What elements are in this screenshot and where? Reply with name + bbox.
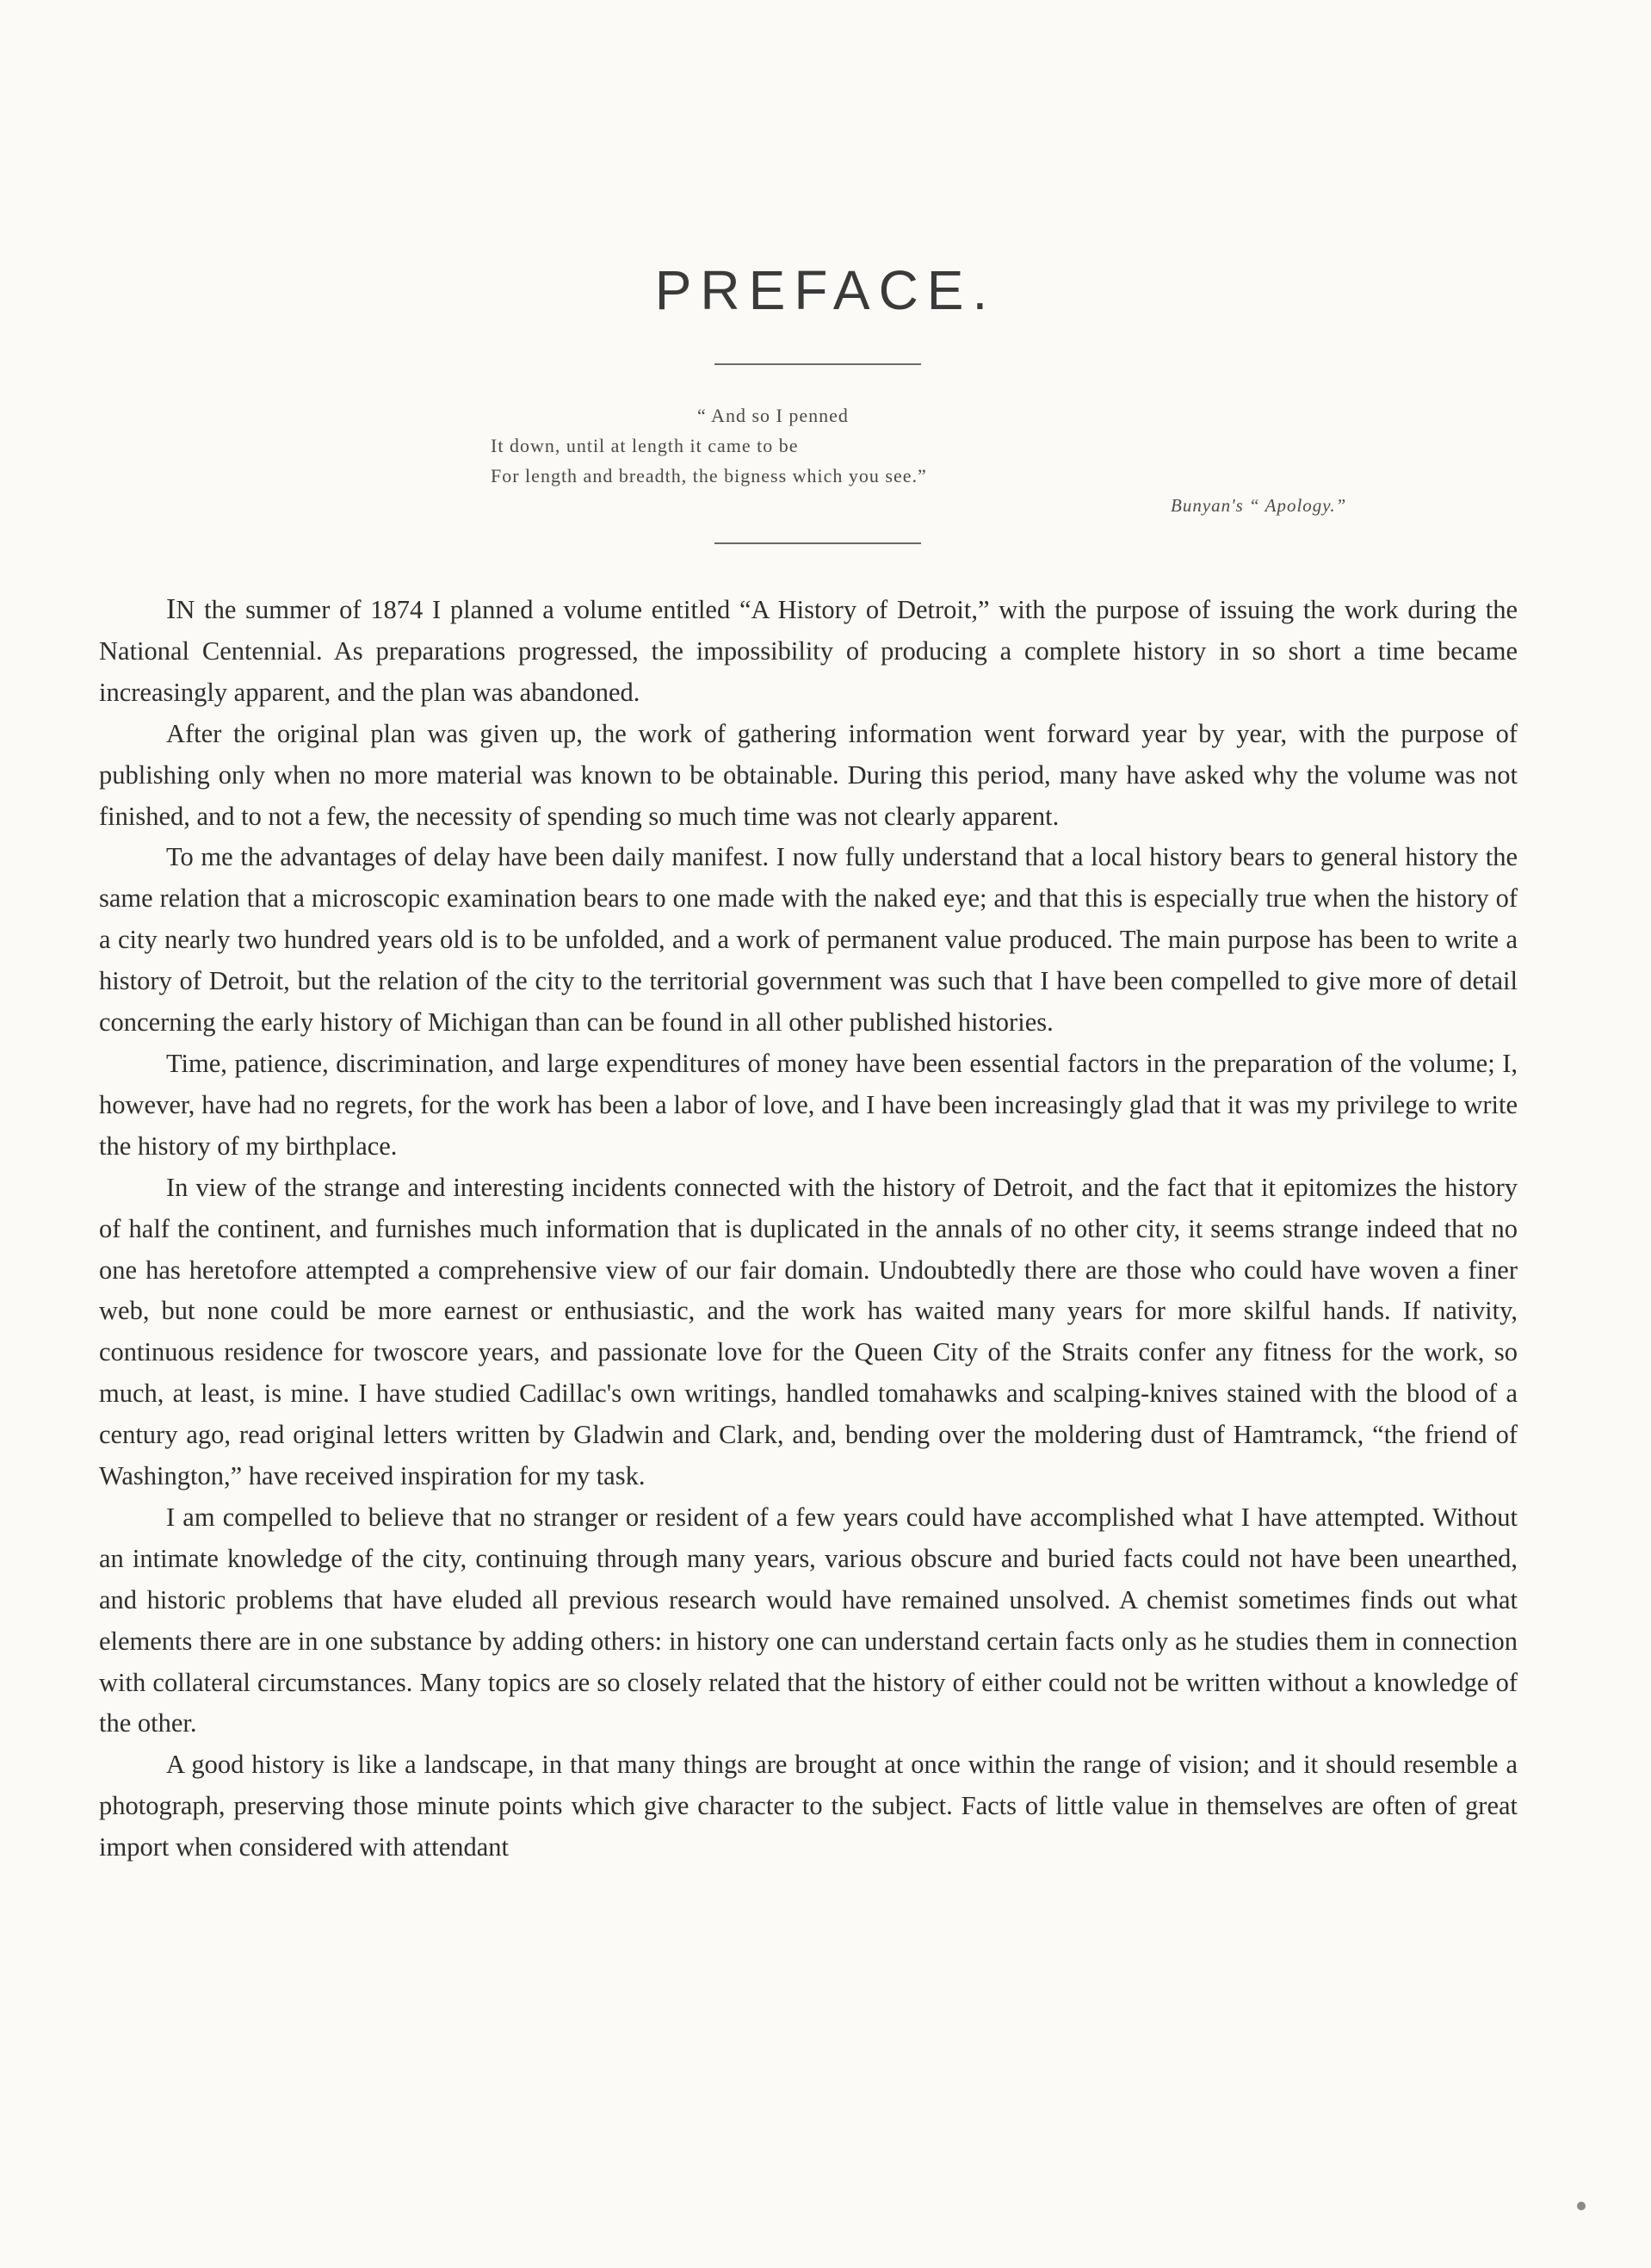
preface-body <box>99 589 1518 1868</box>
page-mark <box>1577 2202 1586 2210</box>
paragraph: I am compelled to believe that no stranger or resident of a few years could have accomplished what I have attempted. Without an intimate knowledge of the city, continuing through many years, various obscure and buried facts could not have been unearthed, and historic problems that have eluded all previous research would have remained unsolved. A chemist sometimes finds out what elements there are in one substance by adding others: in history one can understand certain facts only as he studies them in connection with collateral circumstances. Many topics are so closely related that the history of either could not be written without a knowledge of the other. <box>99 1502 1518 1738</box>
paragraph: To me the advantages of delay have been daily manifest. I now fully understand that a local history bears to general history the same relation that a microscopic examination bears to one made with the naked eye; and that this is especially true when the history of a city nearly two hundred years old is to be unfolded, and a work of permanent value produced. The main purpose has been to write a history of Detroit, but the relation of the city to the territorial government was such that I have been compelled to give more of detail concerning the early history of Michigan than can be found in all other published histories. <box>99 842 1518 1038</box>
epigraph-line: It down, until at length it came to be <box>491 435 799 456</box>
paragraph: After the original plan was given up, the work of gathering information went forward year by year, with the purpose of publishing only when no more material was known to be obtainable. During this period, many have asked why the volume was not finished, and to not a few, the necessity of spending so much time was not clearly apparent. <box>99 718 1518 831</box>
paragraph: In view of the strange and interesting incidents connected with the history of Detroit, and the fact that it epitomizes the history of half the continent, and furnishes much information that is duplicated in the annals of no other city, it seems strange indeed that no one has heretofore attempted a comprehensive view of our fair domain. Undoubtedly there are those who could have woven a finer web, but none could be more earnest or enthusiastic, and the work has waited many years for more skilful hands. If nativity, continuous residence for twoscore years, and passionate love for the Queen City of the Straits confer any fitness for the work, so much, at least, is mine. I have studied Cadillac's own writings, handled tomahawks and scalping-knives stained with the blood of a century ago, read original letters written by Gladwin and Clark, and, bending over the moldering dust of Hamtramck, “the friend of Washington,” have received inspiration for my task. <box>99 1172 1518 1491</box>
paragraph: A good history is like a landscape, in that many things are brought at once within the range of vision; and it should resemble a photograph, preserving those minute points which give character to the subject. Facts of little value in themselves are often of great import when considered with attendant <box>99 1750 1518 1862</box>
epigraph-attribution: Bunyan's “ Apology.” <box>1171 495 1347 516</box>
paragraph: IN the summer of 1874 I planned a volume entitled “A History of Detroit,” with the purpose of issuing the work during the National Centennial. As preparations progressed, the impossibility of producing a complete history in so short a time became increasingly apparent, and the plan was abandoned. <box>99 593 1518 707</box>
title-rule <box>714 363 921 365</box>
page-title: PREFACE. <box>654 259 997 321</box>
epigraph <box>491 400 1347 521</box>
epigraph-line: “ And so I penned <box>697 405 849 426</box>
epigraph-line: For length and breadth, the bigness which you see.” <box>491 465 927 486</box>
epigraph-rule <box>714 542 921 544</box>
paragraph: Time, patience, discrimination, and large expenditures of money have been essential factors in the preparation of the volume; I, however, have had no regrets, for the work has been a labor of love, and I have been increasingly glad that it was my privilege to write the history of my birthplace. <box>99 1048 1518 1161</box>
